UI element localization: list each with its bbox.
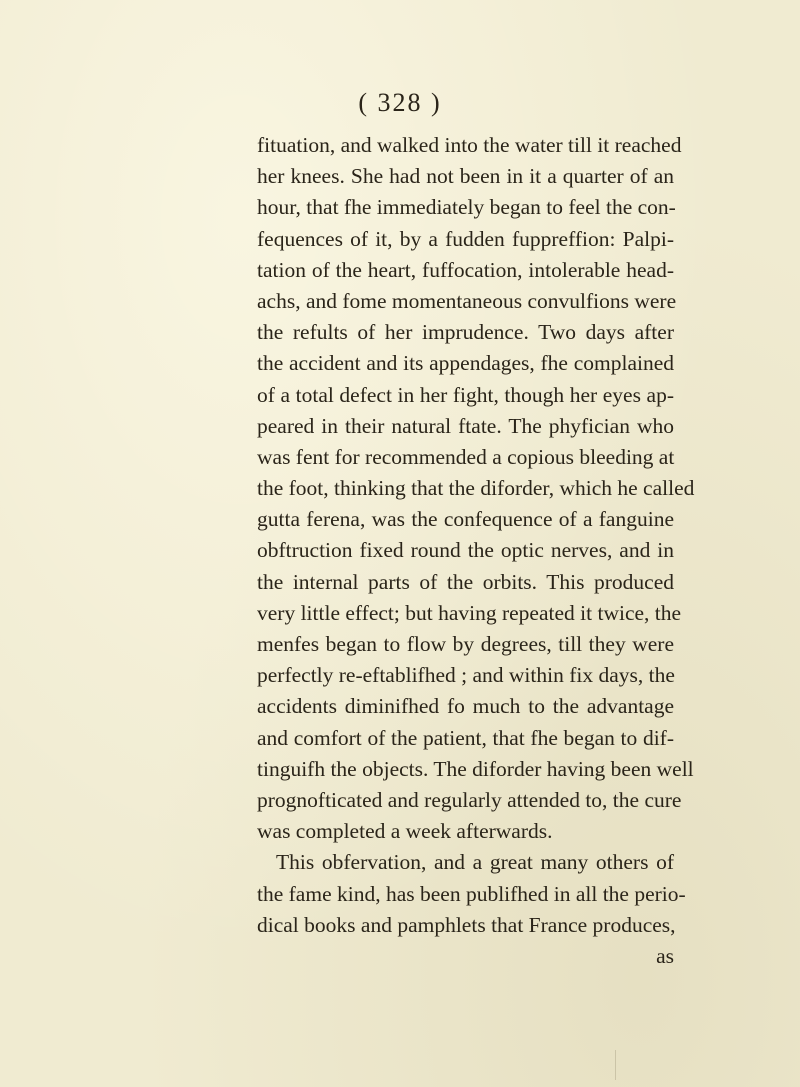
text-line: the internal parts of the orbits. This produced [257, 569, 674, 594]
text-line: dical books and pamphlets that France produces, [257, 912, 676, 937]
text-line: the refults of her imprudence. Two days after [257, 320, 674, 345]
text-line: menfes began to flow by degrees, till they were [257, 632, 674, 656]
text-line: obftruction fixed round the optic nerves, and in [257, 538, 674, 563]
text-line: peared in their natural ftate. The phyfician who [257, 413, 674, 438]
text-line: achs, and fome momentaneous convulfions were [257, 288, 677, 313]
text-line: was fent for recommended a copious bleeding at [257, 444, 675, 469]
text-line: prognofticated and regularly attended to, the cure [257, 787, 682, 812]
text-line: tation of the heart, fuffocation, intolerable head- [257, 257, 674, 282]
text-line: perfectly re-eftablifhed ; and within fix days, the [257, 663, 675, 688]
body-text [257, 130, 695, 972]
text-line: fequences of it, by a fudden fuppreffion: Palpi- [257, 226, 674, 251]
text-line: the foot, thinking that the diforder, which he called [257, 476, 695, 501]
text-line: This obfervation, and a great many others of [276, 850, 674, 875]
text-line: the fame kind, has been publifhed in all the perio- [257, 881, 686, 906]
catchword: as [656, 943, 674, 968]
text-line: fituation, and walked into the water till it reached [257, 133, 682, 157]
text-line: accidents diminifhed fo much to the advantage [257, 694, 674, 719]
text-line: the accident and its appendages, fhe complained [257, 351, 674, 376]
paper-crease [615, 1050, 622, 1080]
text-line: hour, that fhe immediately began to feel the con- [257, 195, 676, 220]
text-line: gutta ferena, was the confequence of a fanguine [257, 507, 674, 532]
text-line: very little effect; but having repeated it twice, the [257, 600, 682, 625]
text-line: of a total defect in her fight, though her eyes ap- [257, 382, 674, 407]
text-line: tinguifh the objects. The diforder having been well [257, 756, 694, 781]
text-line: her knees. She had not been in it a quarter of an [257, 164, 674, 189]
text-line: and comfort of the patient, that fhe began to dif- [257, 725, 674, 750]
text-line: was completed a week afterwards. [257, 819, 553, 844]
page-number-header: ( 328 ) [358, 88, 442, 117]
